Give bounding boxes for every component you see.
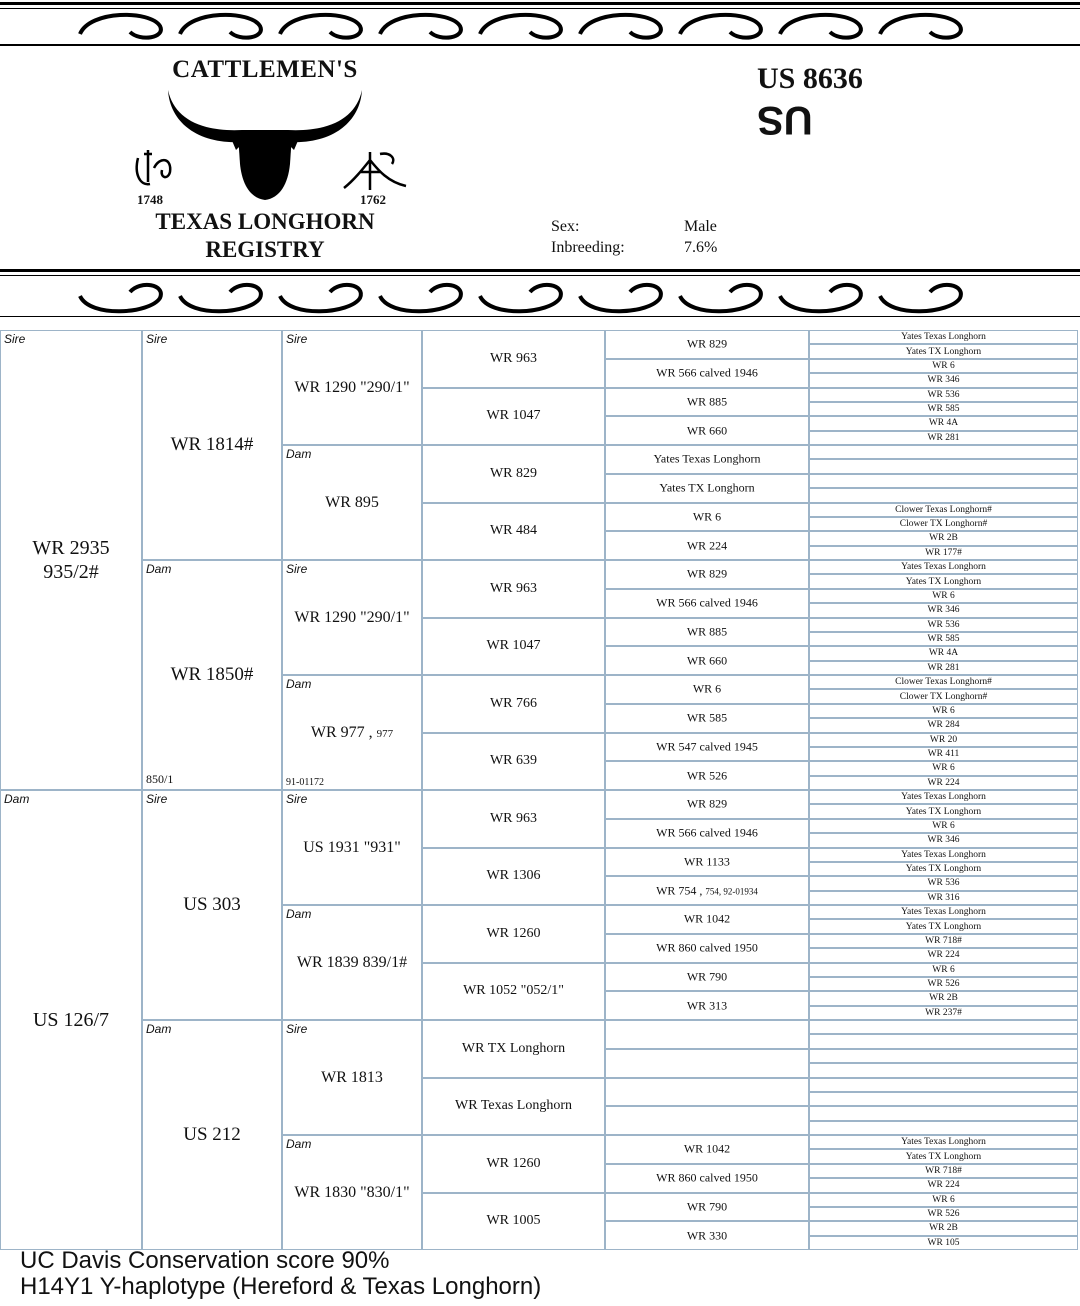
sire-caption: Sire [146,332,168,346]
gen5-name: WR 585 [686,710,728,725]
gen2-cell [142,330,282,560]
gen3-name: WR 1290 "290/1" [294,608,410,626]
gen6-cell [809,402,1078,416]
gen3-name-suffix: 977 [376,727,394,740]
gen4-cell [422,1020,605,1078]
gen6-cell [809,1020,1078,1034]
inbreeding-label: Inbreeding: [551,239,625,256]
gen6-name: Yates TX Longhorn [905,864,982,875]
gen3-cell [282,675,422,790]
gen4-cell [422,618,605,676]
gen2-cell [142,560,282,790]
gen5-name: WR 313 [686,998,728,1013]
gen3-cell [282,790,422,905]
sire-caption: Sire [286,332,308,346]
gen5-cell [605,445,809,474]
gen5-name: WR 829 [686,566,728,581]
gen5-name-suffix: 754, 92-01934 [705,886,758,897]
gen6-cell [809,618,1078,632]
gen4-name: WR Texas Longhorn [455,1098,572,1114]
gen5-name: WR 6 [692,681,722,696]
gen6-cell [809,431,1078,445]
gen6-name: WR 526 [927,979,960,990]
gen5-cell [605,1020,809,1049]
gen4-name: WR 963 [489,580,538,596]
gen5-cell [605,1221,809,1250]
gen4-name: WR 1052 "052/1" [463,983,564,999]
conservation-score: UC Davis Conservation score 90% [20,1247,390,1274]
gen6-name: WR 536 [927,389,960,400]
scroll-ornament-top [70,4,1010,48]
gen6-name: Clower Texas Longhorn# [895,504,992,515]
gen5-cell [605,359,809,388]
gen5-name: WR 6 [692,509,722,524]
pedigree-chart [0,330,1080,1250]
gen1-name [1,536,141,584]
gen3-cell [282,445,422,560]
gen5-cell [605,790,809,819]
gen6-cell [809,833,1078,847]
inbreeding-value: 7.6% [684,239,718,256]
gen6-name: WR 6 [932,964,955,975]
gen5-cell [605,991,809,1020]
gen6-name: WR 237# [925,1007,962,1018]
registration-number: US 8636 [757,62,863,95]
gen5-name [606,883,808,898]
gen5-cell [605,1106,809,1135]
gen5-cell [605,330,809,359]
gen6-cell [809,1178,1078,1192]
gen6-name: Clower TX Longhorn# [899,519,988,530]
gen6-cell [809,1078,1078,1092]
gen5-cell [605,618,809,647]
gen6-name: WR 526 [927,1209,960,1220]
gen4-name: WR 766 [489,695,538,711]
dam-caption: Dam [286,1137,312,1151]
dam-caption: Dam [4,792,30,806]
footer-notes [20,1248,541,1300]
gen2-name: US 303 [183,894,241,915]
gen6-cell [809,1149,1078,1163]
gen6-cell [809,474,1078,488]
gen5-name: WR 885 [686,624,728,639]
gen6-cell [809,1164,1078,1178]
gen6-name: Clower Texas Longhorn# [895,677,992,688]
gen4-name: WR TX Longhorn [461,1040,566,1056]
gen2-name: WR 1850# [170,664,254,685]
gen6-cell [809,632,1078,646]
longhorn-logo [160,84,370,202]
dam-caption: Dam [286,907,312,921]
gen6-cell [809,359,1078,373]
gen6-cell [809,819,1078,833]
gen6-cell [809,675,1078,689]
gen6-cell [809,790,1078,804]
gen6-cell [809,1121,1078,1135]
gen6-name: WR 718# [925,1165,962,1176]
gen3-cell [282,330,422,445]
gen3-cell [282,1135,422,1250]
gen5-name: WR 1133 [684,854,730,869]
gen6-name: Yates TX Longhorn [905,1151,982,1162]
ornament-bottom-rule [0,316,1080,317]
gen5-cell [605,848,809,877]
gen5-cell [605,761,809,790]
gen6-cell [809,1092,1078,1106]
gen4-name: WR 1005 [486,1213,541,1229]
gen4-cell [422,1193,605,1251]
gen6-cell [809,330,1078,344]
gen6-name: WR 536 [927,619,960,630]
gen6-cell [809,689,1078,703]
gen6-cell [809,1207,1078,1221]
gen6-cell [809,747,1078,761]
gen6-cell [809,1135,1078,1149]
gen6-cell [809,718,1078,732]
gen5-name: Yates TX Longhorn [659,480,755,495]
gen3-cell [282,1020,422,1135]
gen6-name: WR 536 [927,878,960,889]
gen5-name: WR 885 [686,394,728,409]
gen5-cell [605,963,809,992]
gen5-name-main: WR 754 , [656,883,703,898]
gen5-name: WR 790 [686,969,728,984]
gen4-name: WR 639 [489,753,538,769]
gen6-name: Yates Texas Longhorn [901,562,986,573]
gen6-cell [809,733,1078,747]
gen6-name: WR 2B [929,993,958,1004]
gen6-cell [809,503,1078,517]
gen5-cell [605,560,809,589]
gen4-cell [422,963,605,1021]
gen5-cell [605,1049,809,1078]
gen6-name: Yates Texas Longhorn [901,849,986,860]
gen2-cell [142,1020,282,1250]
gen5-name: WR 1042 [683,1141,731,1156]
gen6-name: WR 316 [927,892,960,903]
gen6-name: Yates TX Longhorn [905,576,982,587]
gen5-name: WR 547 calved 1945 [656,739,758,754]
gen6-name: WR 6 [932,705,955,716]
gen6-cell [809,603,1078,617]
sire-caption: Sire [286,562,308,576]
gen6-name: WR 177# [925,547,962,558]
gen5-cell [605,876,809,905]
year-left: 1748 [137,192,163,207]
registry-title-line3: REGISTRY [205,237,325,262]
gen6-name: Yates TX Longhorn [905,806,982,817]
gen6-name: WR 284 [927,720,960,731]
gen6-cell [809,344,1078,358]
gen6-cell [809,804,1078,818]
gen6-name: WR 20 [929,734,958,745]
gen3-name: WR 1290 "290/1" [294,378,410,396]
gen6-cell [809,488,1078,502]
scroll-ornament-bottom [70,274,1010,318]
gen3-name [283,724,421,742]
gen4-cell [422,388,605,446]
year-right: 1762 [360,192,386,207]
gen6-name: WR 585 [927,404,960,415]
sire-caption: Sire [286,1022,308,1036]
gen6-name: WR 346 [927,835,960,846]
gen6-cell [809,1106,1078,1120]
gen5-cell [605,416,809,445]
registry-title-line2: TEXAS LONGHORN [155,209,375,234]
dam-caption: Dam [286,447,312,461]
sex-label: Sex: [551,218,580,235]
gen5-name: WR 660 [686,423,728,438]
gen4-cell [422,1078,605,1136]
gen6-name: Yates Texas Longhorn [901,907,986,918]
gen5-cell [605,589,809,618]
gen6-name: Yates TX Longhorn [905,921,982,932]
gen6-name: WR 6 [932,1194,955,1205]
gen6-name: WR 105 [927,1237,960,1248]
header-bottom-rule-thick [0,269,1080,272]
gen2-note: 850/1 [146,772,174,786]
gen6-cell [809,560,1078,574]
gen6-cell [809,661,1078,675]
gen5-cell [605,819,809,848]
gen6-cell [809,1006,1078,1020]
dam-caption: Dam [286,677,312,691]
gen4-cell [422,330,605,388]
gen2-cell [142,790,282,1020]
gen6-name: WR 4A [928,418,959,429]
gen6-name: WR 6 [932,590,955,601]
gen6-name: WR 281 [927,662,960,673]
gen6-name: WR 281 [927,432,960,443]
gen5-name: WR 1042 [683,911,731,926]
gen6-name: WR 6 [932,820,955,831]
gen6-cell [809,531,1078,545]
gen4-cell [422,560,605,618]
gen6-name: WR 718# [925,935,962,946]
gen1-name-line1: WR 2935 [32,537,110,559]
gen5-name: WR 566 calved 1946 [656,365,758,380]
gen6-cell [809,776,1078,790]
gen6-cell [809,445,1078,459]
registry-title-lines [140,208,390,264]
gen5-cell [605,934,809,963]
brand-mark: US [757,98,813,142]
dam-caption: Dam [146,1022,172,1036]
gen6-cell [809,934,1078,948]
gen3-cell [282,560,422,675]
gen6-name: WR 224 [927,1180,960,1191]
gen6-cell [809,589,1078,603]
gen6-cell [809,574,1078,588]
sire-caption: Sire [146,792,168,806]
gen6-cell [809,1034,1078,1048]
gen5-cell [605,503,809,532]
gen5-name: WR 566 calved 1946 [656,595,758,610]
gen5-cell [605,675,809,704]
gen6-name: WR 6 [932,360,955,371]
gen6-cell [809,1193,1078,1207]
gen4-name: WR 1260 [486,1155,541,1171]
gen6-name: Clower TX Longhorn# [899,691,988,702]
gen5-cell [605,1135,809,1164]
gen6-name: WR 224 [927,777,960,788]
sex-value: Male [684,218,717,235]
registry-header [0,44,1080,272]
y-haplotype: H14Y1 Y-haplotype (Hereford & Texas Longhorn) [20,1273,542,1300]
gen6-cell [809,876,1078,890]
gen6-name: WR 6 [932,763,955,774]
dam-cell [0,790,142,1250]
gen3-name: WR 1830 "830/1" [294,1183,410,1201]
gen3-name-main: WR 977 , [310,723,373,741]
gen6-cell [809,388,1078,402]
gen4-cell [422,905,605,963]
gen5-name: WR 526 [686,768,728,783]
dam-caption: Dam [146,562,172,576]
gen6-cell [809,891,1078,905]
gen4-cell [422,675,605,733]
gen4-name: WR 963 [489,350,538,366]
gen5-cell [605,905,809,934]
gen5-name: WR 860 calved 1950 [656,1170,758,1185]
gen5-name: WR 829 [686,336,728,351]
gen1-name-line2: 935/2# [43,561,99,583]
gen6-cell [809,1049,1078,1063]
gen6-name: WR 346 [927,375,960,386]
gen6-name: WR 2B [929,1223,958,1234]
gen4-cell [422,445,605,503]
gen2-name: WR 1814# [170,434,254,455]
gen4-name: WR 1047 [486,638,541,654]
gen6-cell [809,1063,1078,1077]
gen6-cell [809,1236,1078,1250]
gen4-cell [422,1135,605,1193]
gen6-cell [809,919,1078,933]
gen6-name: WR 2B [929,533,958,544]
gen4-name: WR 1260 [486,925,541,941]
gen4-name: WR 829 [489,465,538,481]
gen6-cell [809,704,1078,718]
brand-glyph-right-icon [340,150,410,192]
gen6-cell [809,646,1078,660]
registry-title-line1: CATTLEMEN'S [172,56,358,83]
gen5-name: WR 224 [686,538,728,553]
gen5-name: WR 860 calved 1950 [656,940,758,955]
gen3-name: US 1931 "931" [303,838,401,856]
gen6-name: Yates TX Longhorn [905,346,982,357]
gen6-cell [809,459,1078,473]
gen5-name: WR 790 [686,1199,728,1214]
sire-cell [0,330,142,790]
gen3-note: 91-01172 [286,777,324,788]
gen6-cell [809,991,1078,1005]
gen5-cell [605,1193,809,1222]
gen6-cell [809,761,1078,775]
gen3-name: WR 895 [325,493,379,511]
gen6-name: WR 346 [927,605,960,616]
gen1-name [1,1008,141,1032]
gen4-name: WR 1047 [486,408,541,424]
gen5-cell [605,474,809,503]
gen5-cell [605,733,809,762]
gen6-cell [809,416,1078,430]
gen6-cell [809,517,1078,531]
gen5-name: WR 566 calved 1946 [656,825,758,840]
gen5-cell [605,1164,809,1193]
gen3-name: WR 1839 839/1# [296,953,408,971]
gen6-name: WR 4A [928,648,959,659]
sire-caption: Sire [4,332,26,346]
gen5-cell [605,1078,809,1107]
gen6-cell [809,963,1078,977]
gen4-cell [422,503,605,561]
gen5-cell [605,388,809,417]
gen5-name: WR 829 [686,796,728,811]
gen6-name: Yates Texas Longhorn [901,1137,986,1148]
brand-glyph-left-icon [130,144,180,192]
gen5-name: WR 330 [686,1228,728,1243]
gen5-cell [605,704,809,733]
gen6-cell [809,948,1078,962]
gen6-cell [809,862,1078,876]
gen6-name: Yates Texas Longhorn [901,332,986,343]
gen2-name: US 212 [183,1124,241,1145]
gen6-name: WR 224 [927,950,960,961]
sire-caption: Sire [286,792,308,806]
gen5-name: Yates Texas Longhorn [653,451,761,466]
gen6-cell [809,546,1078,560]
gen6-name: WR 585 [927,634,960,645]
gen3-cell [282,905,422,1020]
gen6-cell [809,1221,1078,1235]
gen5-name: WR 660 [686,653,728,668]
gen5-cell [605,646,809,675]
gen6-cell [809,905,1078,919]
gen4-name: WR 1306 [486,868,541,884]
gen4-name: WR 484 [489,523,538,539]
gen6-name: WR 411 [927,749,960,760]
gen4-name: WR 963 [489,810,538,826]
gen1-name-line1: US 126/7 [32,1009,110,1031]
gen6-cell [809,848,1078,862]
gen3-name: WR 1813 [321,1068,383,1086]
gen6-name: Yates Texas Longhorn [901,792,986,803]
gen4-cell [422,848,605,906]
gen4-cell [422,733,605,791]
gen5-cell [605,531,809,560]
gen6-cell [809,977,1078,991]
gen4-cell [422,790,605,848]
gen6-cell [809,373,1078,387]
